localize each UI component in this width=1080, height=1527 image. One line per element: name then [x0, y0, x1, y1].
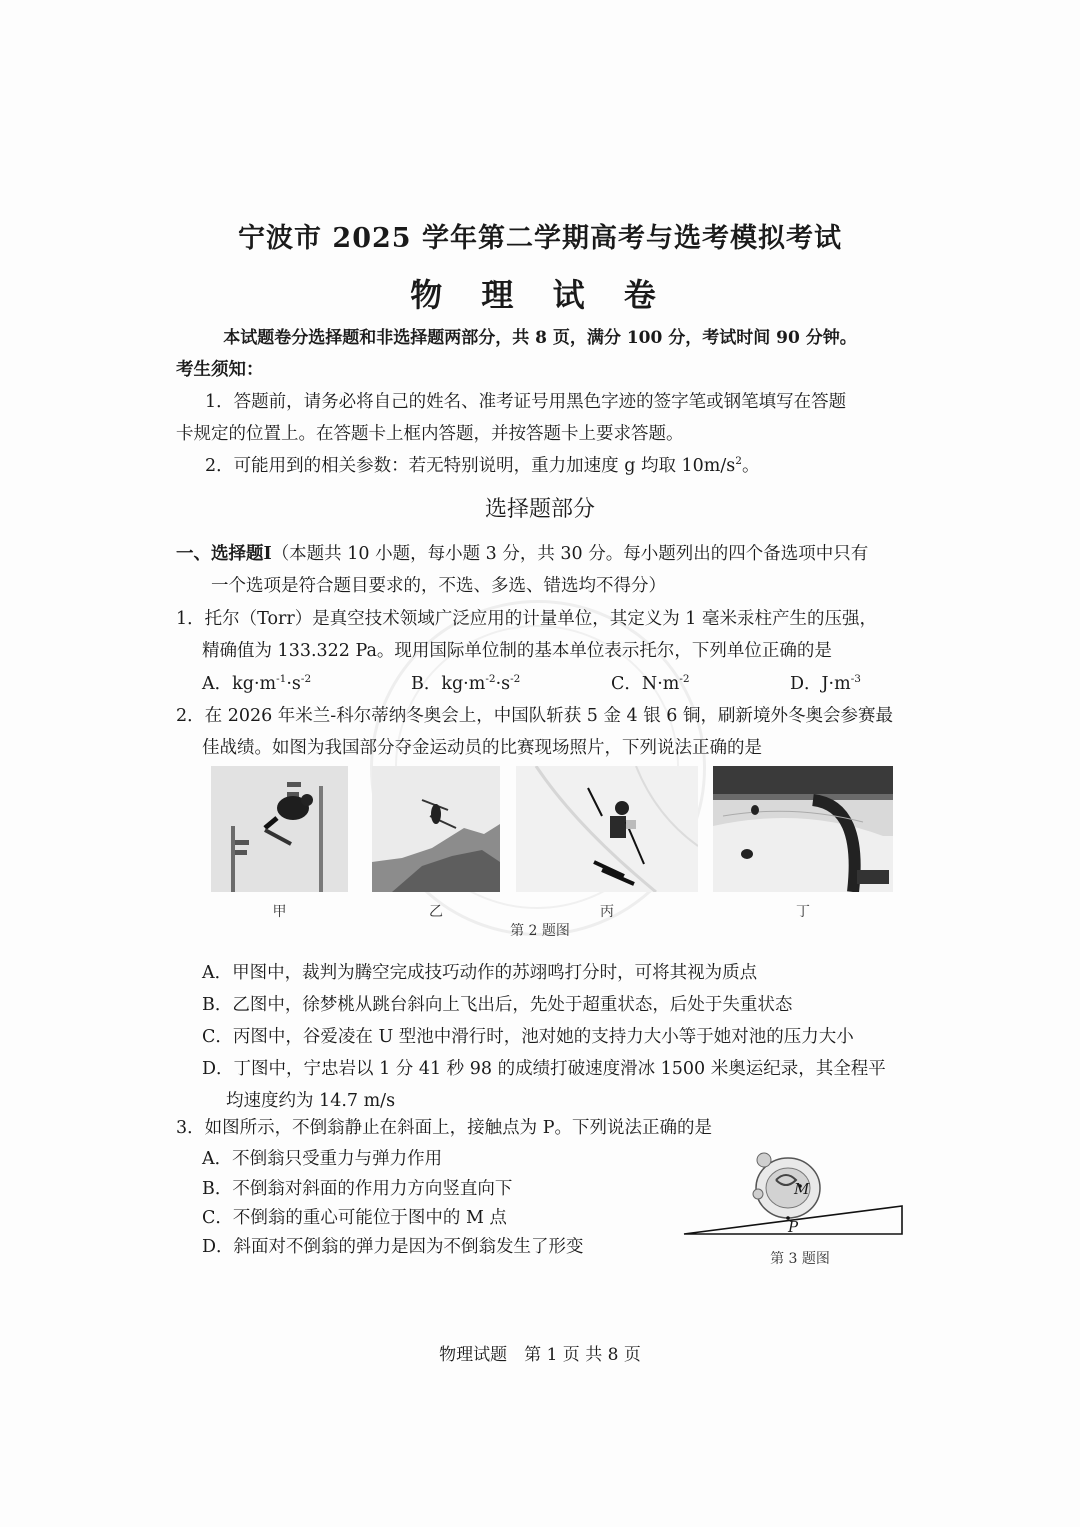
exam-title: 宁波市 2025 学年第二学期高考与选考模拟考试	[238, 223, 842, 254]
q2-figure-caption: 第 2 题图	[510, 923, 570, 939]
q2-option-b: B．乙图中，徐梦桃从跳台斜向上飞出后，先处于超重状态，后处于失重状态	[202, 995, 793, 1015]
q3-option-d: D．斜面对不倒翁的弹力是因为不倒翁发生了形变	[202, 1237, 584, 1257]
q3-label-p: P	[788, 1218, 799, 1236]
q3-stem: 3．如图所示，不倒翁静止在斜面上，接触点为 P。下列说法正确的是	[176, 1118, 712, 1138]
q3-option-b: B．不倒翁对斜面的作用力方向竖直向下	[202, 1179, 513, 1199]
photo-ding	[713, 766, 893, 892]
q2-option-d-2: 均速度约为 14.7 m/s	[226, 1091, 396, 1111]
page-footer: 物理试题 第 1 页 共 8 页	[439, 1345, 641, 1365]
q3-figure-caption: 第 3 题图	[770, 1251, 830, 1267]
q2-stem-1: 2．在 2026 年米兰-科尔蒂纳冬奥会上，中国队斩获 5 金 4 银 6 铜，刷新境外冬奥会参赛最	[176, 706, 893, 726]
q1-option-d: D．$J\cdot m^{-3}$	[790, 673, 861, 694]
q1-option-b: B．$kg\cdot m^{-2}\cdot s^{-2}$	[411, 673, 521, 694]
photo-label-jia: 甲	[272, 904, 287, 920]
photo-label-bing: 丙	[600, 904, 614, 920]
q2-option-d-1: D．丁图中，宁忠岩以 1 分 41 秒 98 的成绩打破速度滑冰 1500 米奥运纪录，其全程平	[202, 1059, 886, 1079]
photo-label-ding: 丁	[796, 904, 810, 920]
q2-option-a: A．甲图中，裁判为腾空完成技巧动作的苏翊鸣打分时，可将其视为质点	[202, 963, 758, 983]
section-title: 选择题部分	[484, 497, 595, 522]
notice-item-2: 2．可能用到的相关参数：若无特别说明，重力加速度 g 均取 $10m/s^2$。	[205, 455, 760, 476]
q1-option-a: A．$kg\cdot m^{-1}\cdot s^{-2}$	[202, 673, 312, 694]
snowboard-photo-icon	[211, 766, 348, 892]
notice-heading: 考生须知：	[176, 360, 264, 380]
subject-title: 物 理 试 卷	[410, 276, 670, 314]
q2-option-c: C．丙图中，谷爱凌在 U 型池中滑行时，池对她的支持力大小等于她对池的压力大小	[202, 1027, 854, 1047]
notice-item-1a: 1．答题前，请务必将自己的姓名、准考证号用黑色字迹的签字笔或钢笔填写在答题	[205, 392, 847, 412]
halfpipe-photo-icon	[516, 766, 698, 892]
photo-yi	[372, 766, 500, 892]
exam-intro: 本试题卷分选择题和非选择题两部分，共 8 页，满分 100 分，考试时间 90 分钟。	[223, 328, 857, 348]
speed-skating-photo-icon	[713, 766, 893, 892]
part1-desc: 一个选项是符合题目要求的，不选、多选、错选均不得分）	[211, 576, 666, 596]
q1-option-c: C．$N\cdot m^{-2}$	[611, 673, 690, 694]
q1-stem-2: 精确值为 133.322 Pa。现用国际单位制的基本单位表示托尔，下列单位正确的是	[202, 641, 832, 661]
photo-bing	[516, 766, 698, 892]
photo-jia	[211, 766, 348, 892]
q3-option-a: A．不倒翁只受重力与弹力作用	[202, 1149, 443, 1169]
q3-option-c: C．不倒翁的重心可能位于图中的 M 点	[202, 1208, 507, 1228]
q3-label-m: M	[794, 1180, 810, 1198]
notice-item-1b: 卡规定的位置上。在答题卡上框内答题，并按答题卡上要求答题。	[176, 424, 684, 444]
q1-stem-1: 1．托尔（Torr）是真空技术领域广泛应用的计量单位，其定义为 1 毫米汞柱产生的压强，	[176, 609, 877, 629]
aerials-photo-icon	[372, 766, 500, 892]
photo-label-yi: 乙	[429, 904, 443, 920]
part1-heading: 一、选择题Ⅰ（本题共 10 小题，每小题 3 分，共 30 分。每小题列出的四个备选项中只有	[176, 544, 869, 564]
q2-stem-2: 佳战绩。如图为我国部分夺金运动员的比赛现场照片，下列说法正确的是	[202, 738, 762, 758]
